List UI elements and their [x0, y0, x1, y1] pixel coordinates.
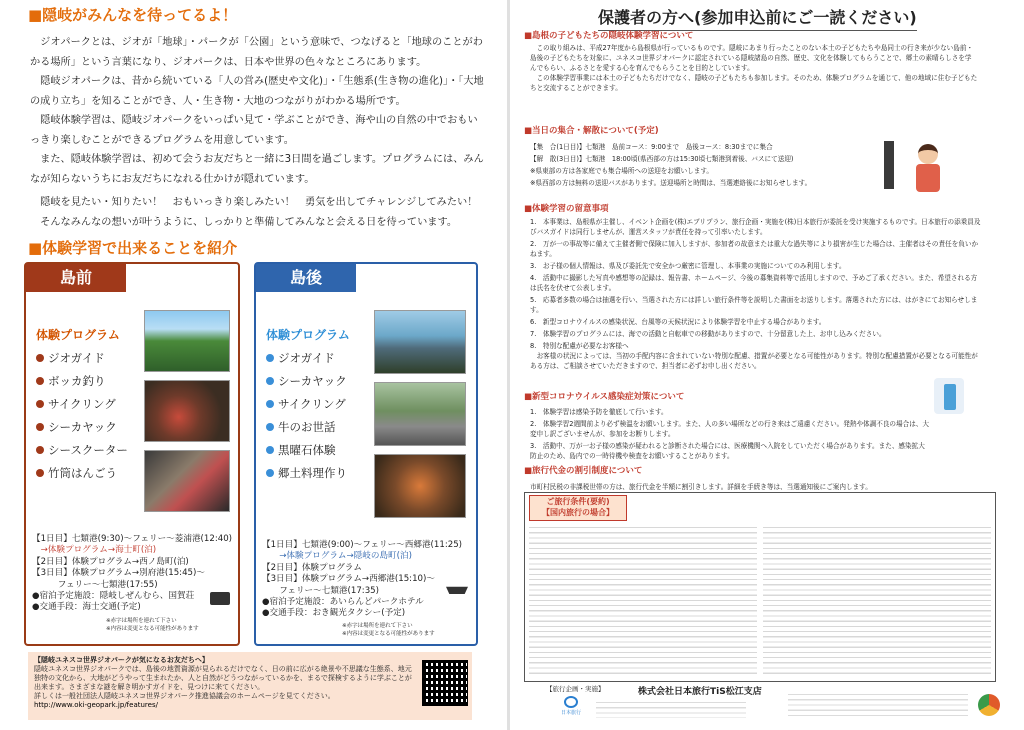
conditions-title: ご旅行条件(要約) [546, 497, 610, 506]
nippon-travel-logo-icon [556, 696, 586, 716]
heading-waiting: ■隠岐がみんなを待ってるよ！ [28, 6, 238, 24]
list-item: 1. 体験学習は感染予防を徹底して行います。 [530, 408, 668, 416]
list-item: 4. 活動中に撮影した写真や感想等の記録は、報告書、ホームページ、今後の募集資料等で活用しますので、予めご了承ください。また、希望される方は氏名を伏せて公表します。 [530, 274, 978, 292]
intro-para-4: また、隠岐体験学習は、初めて会うお友だちと一緒に3日間を過ごします。プログラムには、みんなが知らないうちにお友だちになれる仕かけが隠れています。 [30, 154, 484, 185]
list-item: サイクリング [36, 397, 128, 412]
note-line: ※赤字は場所を連れて下さい [106, 618, 177, 624]
heading-activities: ■体験学習で出来ることを紹介 [28, 239, 238, 257]
list-item: お客様の状況によっては、当初の手配内容に含まれていない特別な配慮、措置が必要となる可能性があります。特別な配慮措置が必要となる可能性がある方は、ご相談させていただきますので、担当者に必ずお申し出ください。 [530, 352, 978, 370]
schedule-line: 【2日目】体験プログラム [262, 562, 362, 573]
footer-label: 【旅行企画・実施】 [546, 685, 605, 693]
parents-title: 保護者の方へ(参加申込前にご一読ください) [598, 5, 917, 31]
info-title: 【隠岐ユネスコ世界ジオパークが気になるお友だちへ】 [34, 656, 209, 664]
conditions-subtitle: 【国内旅行の場合】 [542, 508, 614, 517]
list-item: 3. 活動中、万が一お子様の感染が疑われると診断された場合には、医療機関へ入院をしていただく場合があります。また、感染拡大防止のため、島内での一時待機や検査をお願いすることがあります。 [530, 442, 925, 460]
list-item: 竹筒はんごう [36, 466, 128, 481]
conditions-header [529, 495, 627, 521]
list-item: 8. 特別な配慮が必要なお客様へ [530, 342, 629, 350]
paragraph: この体験学習事業には本土の子どもたちだけでなく、隠岐の子どもたちも参加します。そのため、体験プログラムを通じて、他の地域に住む子どもたちと交流することができます。 [530, 74, 978, 92]
partner-logo-icon [978, 694, 1000, 716]
photo-fishing [144, 380, 230, 442]
intro-text [30, 33, 485, 232]
logo-label: 日本旅行 [560, 710, 581, 716]
geopark-info-text [34, 656, 414, 710]
schedule-line: 【3日目】体験プログラム→別府港(15:45)～ [32, 568, 205, 579]
geopark-info-box [28, 652, 472, 720]
list-item: 郷土料理作り [266, 466, 347, 481]
list-item: 1. 本事業は、島根県が主催し、イベント企画を(株)エブリプラン、旅行企画・実施を(株)日本旅行が委託を受け実施するものです。日本旅行の添乗員及びバスガイドは同行しませんが、運営スタッフが責任を持って引率いたします。 [530, 218, 981, 236]
door-illustration [884, 141, 894, 189]
sanitizer-icon [934, 378, 964, 414]
note-line: ※内容は変更となる可能性があります [342, 631, 435, 637]
dogo-schedule [262, 540, 474, 620]
company-name: 株式会社日本旅行TiS松江支店 [638, 687, 762, 697]
schedule-line: ●交通手段：海士交通(予定) [32, 602, 141, 613]
meeting-line: ※県西部の方は無料の送迎バスがあります。送迎場所と時間は、当選連絡後にお知らせします。 [530, 179, 812, 187]
photo-group-harbor [374, 310, 466, 374]
list-item: 牛のお世話 [266, 420, 347, 435]
schedule-line: ●宿泊予定施設：あいらんどパークホテル [262, 597, 424, 608]
photo-group-beach [144, 310, 230, 372]
intro-para-3: 隠岐体験学習は、隠岐ジオパークをいっぱい見て・学ぶことができ、海や山の自然の中でおもいっきり楽しむことができるプログラムを用意しています。 [30, 115, 478, 146]
dogo-box [254, 262, 478, 646]
list-item: ジオガイド [266, 351, 347, 366]
schedule-line: 【3日目】体験プログラム→西郷港(15:10)～ [262, 574, 435, 585]
schedule-line: フェリー～七類港(17:35) [262, 585, 379, 596]
conditions-column-2 [763, 523, 991, 675]
child-illustration [912, 144, 944, 196]
schedule-line: 【2日目】体験プログラム→西ノ島町(泊) [32, 556, 189, 567]
list-item: 7. 体験学習のプログラムには、海での活動と自転車での移動がありますので、十分留意した上、お申し込みください。 [530, 330, 886, 338]
list-item: シーカヤック [36, 420, 128, 435]
list-item: シースクーター [36, 443, 128, 458]
meeting-line: 【解 散(3日目)】七類港 18:00頃(県西部の方は15:30頃七類港到着後、バスにて送迎) [530, 155, 794, 163]
intro-para-2: 隠岐ジオパークは、昔から続いている「人の営み(歴史や文化)」・「生態系(生き物の進化)」・「大地の成り立ち」を知ることができ、人・生き物・大地のつながりがわかる場所です。 [30, 76, 484, 107]
list-item: シーカヤック [266, 374, 347, 389]
section-covid: ■新型コロナウイルス感染症対策について [524, 392, 685, 402]
dozen-activity-list [36, 351, 128, 481]
dogo-notes [342, 622, 435, 638]
section-meeting: ■当日の集合・解散について(予定) [524, 126, 659, 136]
schedule-line: ●交通手段：おき観光タクシー(予定) [262, 608, 406, 619]
schedule-line: →体験プログラム→海士町(泊) [32, 545, 157, 556]
conditions-intro [631, 496, 989, 518]
list-item: ジオガイド [36, 351, 128, 366]
schedule-line: 【1日目】七類港(9:30)～フェリー～菱浦港(12:40) [32, 534, 233, 544]
schedule-line: フェリー～七類港(17:55) [32, 579, 158, 590]
dozen-notes [106, 617, 199, 633]
list-item: ボッカ釣り [36, 374, 128, 389]
schedule-line: ●宿泊予定施設：隠岐しぜんむら、国賀荘 [32, 591, 195, 602]
program-about-text [530, 43, 978, 93]
section-program-about: ■島根の子どもたちの隠岐体験学習について [524, 31, 694, 41]
photo-cooking [144, 450, 230, 512]
left-page [0, 0, 505, 730]
schedule-line: →体験プログラム→隠岐の島町(泊) [262, 551, 412, 562]
company-details [596, 698, 746, 718]
list-item: 2. 体験学習2週間前より必ず検温をお願いします。また、人の多い場所などの行き来はご遠慮ください。発熱や体調不良の場合は、大変申し訳ございませんが、参加をお断りします。 [530, 420, 929, 438]
info-body: 隠岐ユネスコ世界ジオパークでは、島後の地質資源が見られるだけでなく、日の前に広がる絶景や不思議な生態系、地元独特の文化から、大地がどうやって生まれたか、人と自然がどうつながっているかを、まるで探検するように学ぶことが出来ます。さまざまな謎を解き明かすガイドを、見つけに来てください。 [34, 665, 412, 691]
meeting-line: 【集 合(1日目)】七類港 島前コース：9:00まで 島後コース：8:30までに集合 [530, 143, 773, 151]
conditions-column-1 [529, 523, 757, 675]
section-discount: ■旅行代金の割引制度について [524, 466, 643, 476]
list-item: 5. 応募者多数の場合は抽選を行い、当選された方には詳しい旅行条件等を説明した書面をお送りします。落選された方には、はがきにてお知らせします。 [530, 296, 978, 314]
intro-para-6: そんなみんなの想いが叶うように、しっかりと準備してみんなと会える日を待っています。 [30, 216, 458, 228]
dozen-schedule [32, 534, 237, 614]
meeting-line: ※県東部の方は各家庭でも集合場所への送迎をお願いします。 [530, 167, 714, 175]
intro-para-1: ジオパークとは、ジオが「地球」・パークが「公園」という意味で、つなげると「地球のことがわかる場所」という言葉になり、ジオパークは、日本や世界の色々なところにあります。 [30, 37, 483, 68]
list-item: 3. お子様の個人情報は、県及び委託先で安全かつ厳密に管理し、本事業の実施についてのみ利用します。 [530, 262, 846, 270]
page-divider [507, 0, 510, 730]
dogo-header: 島後 [256, 264, 356, 292]
meeting-text [530, 141, 870, 189]
section-notes: ■体験学習の留意事項 [524, 204, 609, 214]
schedule-line: 【1日目】七類港(9:00)～フェリー～西郷港(11:25) [262, 540, 463, 550]
discount-text: 市町村民税の非課税世帯の方は、旅行代金を半額に割引きします。詳細を手続き等は、当選通知後にご案内します。 [530, 483, 872, 491]
list-item: サイクリング [266, 397, 347, 412]
note-line: ※赤字は場所を連れて下さい [342, 623, 413, 629]
dozen-box [24, 262, 240, 646]
note-line: ※内容は変更となる可能性があります [106, 626, 199, 632]
photo-cooking-dogo [374, 454, 466, 518]
dozen-prog-title: 体験プログラム [36, 328, 120, 342]
dogo-prog-title: 体験プログラム [266, 328, 350, 342]
dozen-header: 島前 [26, 264, 126, 292]
travel-conditions-box [524, 492, 996, 682]
paragraph: この取り組みは、平成27年度から島根県が行っているものです。隠岐にあまり行ったことのない本土の子どもたちや島同士の行き来が少ない島前・島後の子どもたちを対象に、ユネスコ世界ジオパークに認定されている隠岐諸島の自然、歴史、文化を体験してもらうことで、郷土の素晴らしさを学んでもらい、ふるさとを愛する心を育んでもらうことを目的としています。 [530, 44, 974, 72]
bus-icon [210, 592, 230, 605]
geopark-link[interactable]: http://www.oki-geopark.jp/features/ [34, 701, 158, 709]
list-item: 2. 万が一の事故等に備えて主催者側で保険に加入しますが、参加者の故意または重大な過失等により損害が生じた場合は、主催者はその責任を負いかねます。 [530, 240, 979, 258]
qr-code-icon[interactable] [422, 660, 468, 706]
photo-cycling [374, 382, 466, 446]
info-body: 詳しくは一般社団法人隠岐ユネスコ世界ジオパーク推進協議会のホームページを見てください。 [34, 692, 335, 700]
list-item: 6. 新型コロナウイルスの感染状況、台風等の天候状況により体験学習を中止する場合があります。 [530, 318, 826, 326]
dogo-activity-list [266, 351, 347, 481]
notes-list [530, 217, 982, 371]
covid-list [530, 407, 930, 461]
contact-details [788, 690, 968, 718]
intro-para-5: 隠岐を見たい・知りたい！ おもいっきり楽しみたい！ 勇気を出してチャレンジしてみたい！ [30, 197, 478, 208]
list-item: 黒曜石体験 [266, 443, 347, 458]
